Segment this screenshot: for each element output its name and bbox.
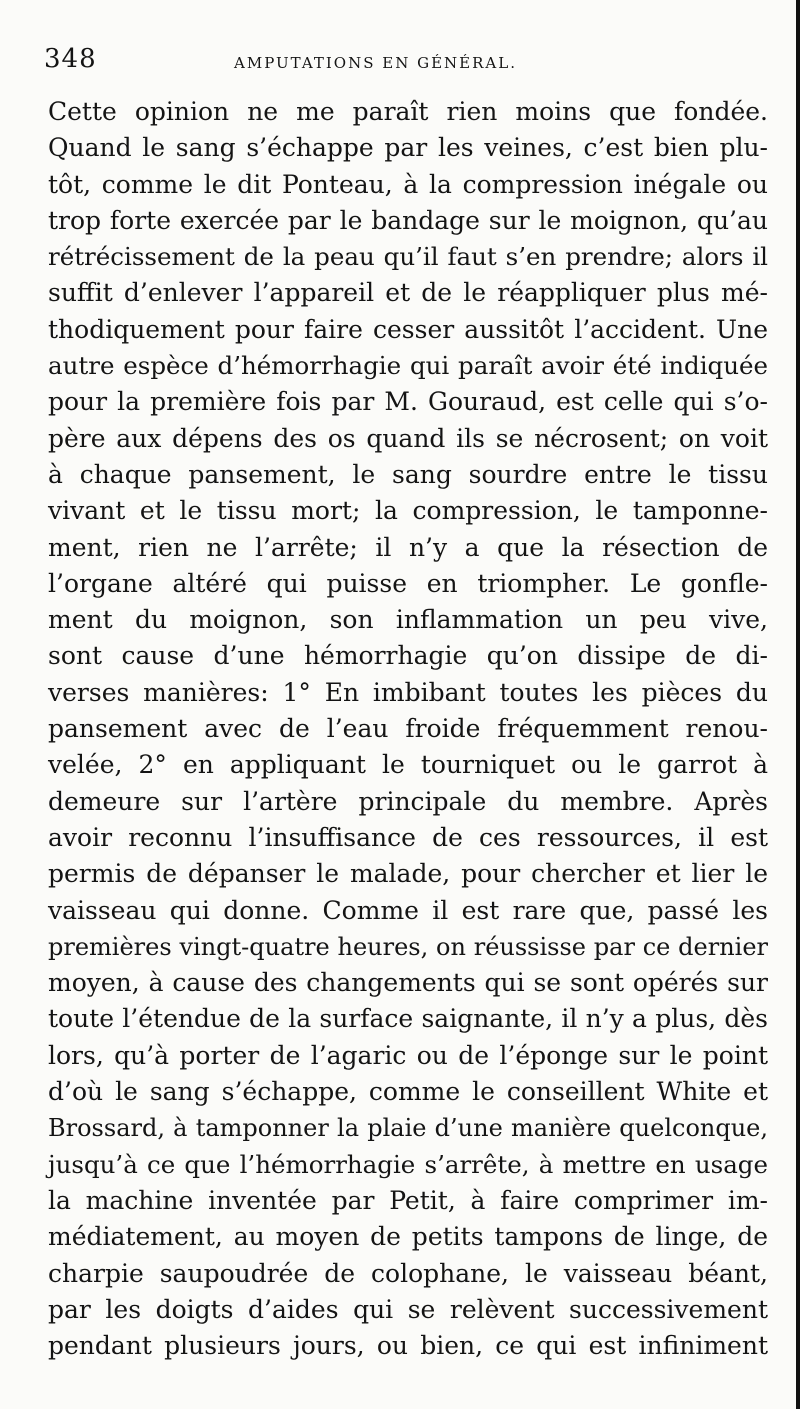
text-line: velée, 2° en appliquant le tourniquet ou le garrot à [48,750,768,780]
text-line: autre espèce d’hémorrhagie qui paraît avoir été indiquée [48,351,768,381]
text-line: Brossard, à tamponner la plaie d’une manière quelconque, [48,1114,768,1143]
running-title: AMPUTATIONS EN GÉNÉRAL. [234,54,517,72]
text-line: Cette opinion ne me paraît rien moins que fondée. [48,97,768,126]
text-line: rétrécissement de la peau qu’il faut s’en prendre; alors il [48,242,768,272]
text-line: d’où le sang s’échappe, comme le conseillent White et [48,1077,768,1107]
text-line: tôt, comme le dit Ponteau, à la compression inégale ou [48,169,768,199]
text-line: toute l’étendue de la surface saignante, il n’y a plus, dès [48,1004,768,1034]
text-line: à chaque pansement, le sang sourdre entre le tissu [48,459,768,489]
text-line: avoir reconnu l’insuffisance de ces ressources, il est [48,822,768,852]
page-edge [796,0,800,1409]
text-line: la machine inventée par Petit, à faire comprimer im- [48,1185,768,1215]
text-line: verses manières: 1° En imbibant toutes les pièces du [48,677,768,707]
text-line: médiatement, au moyen de petits tampons de linge, de [48,1222,768,1252]
text-line: charpie saupoudrée de colophane, le vaisseau béant, [48,1258,768,1288]
text-line: pansement avec de l’eau froide fréquemment renou- [48,714,768,744]
text-line: premières vingt-quatre heures, on réussisse par ce dernier [48,932,768,961]
text-line: moyen, à cause des changements qui se sont opérés sur [48,968,768,998]
text-line: l’organe altéré qui puisse en triompher. Le gonfle- [48,568,768,598]
text-line: demeure sur l’artère principale du membre. Après [48,786,768,816]
body-text [48,94,768,1364]
text-line: par les doigts d’aides qui se relèvent successivement [48,1294,768,1324]
page-header [44,44,764,84]
text-line: ment, rien ne l’arrête; il n’y a que la résection de [48,532,768,562]
text-line: permis de dépanser le malade, pour chercher et lier le [48,859,768,889]
text-line: Quand le sang s’échappe par les veines, c’est bien plu- [48,133,768,163]
text-line: vaisseau qui donne. Comme il est rare que, passé les [48,895,768,925]
text-line: lors, qu’à porter de l’agaric ou de l’éponge sur le point [48,1040,768,1070]
text-line: ment du moignon, son inflammation un peu vive, [48,605,768,635]
page-number: 348 [44,44,97,74]
text-line: suffit d’enlever l’appareil et de le réappliquer plus mé- [48,278,768,308]
text-line: pendant plusieurs jours, ou bien, ce qui est infiniment [48,1331,768,1361]
text-line: jusqu’à ce que l’hémorrhagie s’arrête, à mettre en usage [48,1149,768,1179]
text-line: pour la première fois par M. Gouraud, est celle qui s’o- [48,387,768,417]
text-line: trop forte exercée par le bandage sur le moignon, qu’au [48,205,768,235]
text-line: thodiquement pour faire cesser aussitôt l’accident. Une [48,314,768,344]
text-line: père aux dépens des os quand ils se nécrosent; on voit [48,423,768,453]
text-line: sont cause d’une hémorrhagie qu’on dissipe de di- [48,641,768,671]
text-line: vivant et le tissu mort; la compression, le tamponne- [48,496,768,526]
